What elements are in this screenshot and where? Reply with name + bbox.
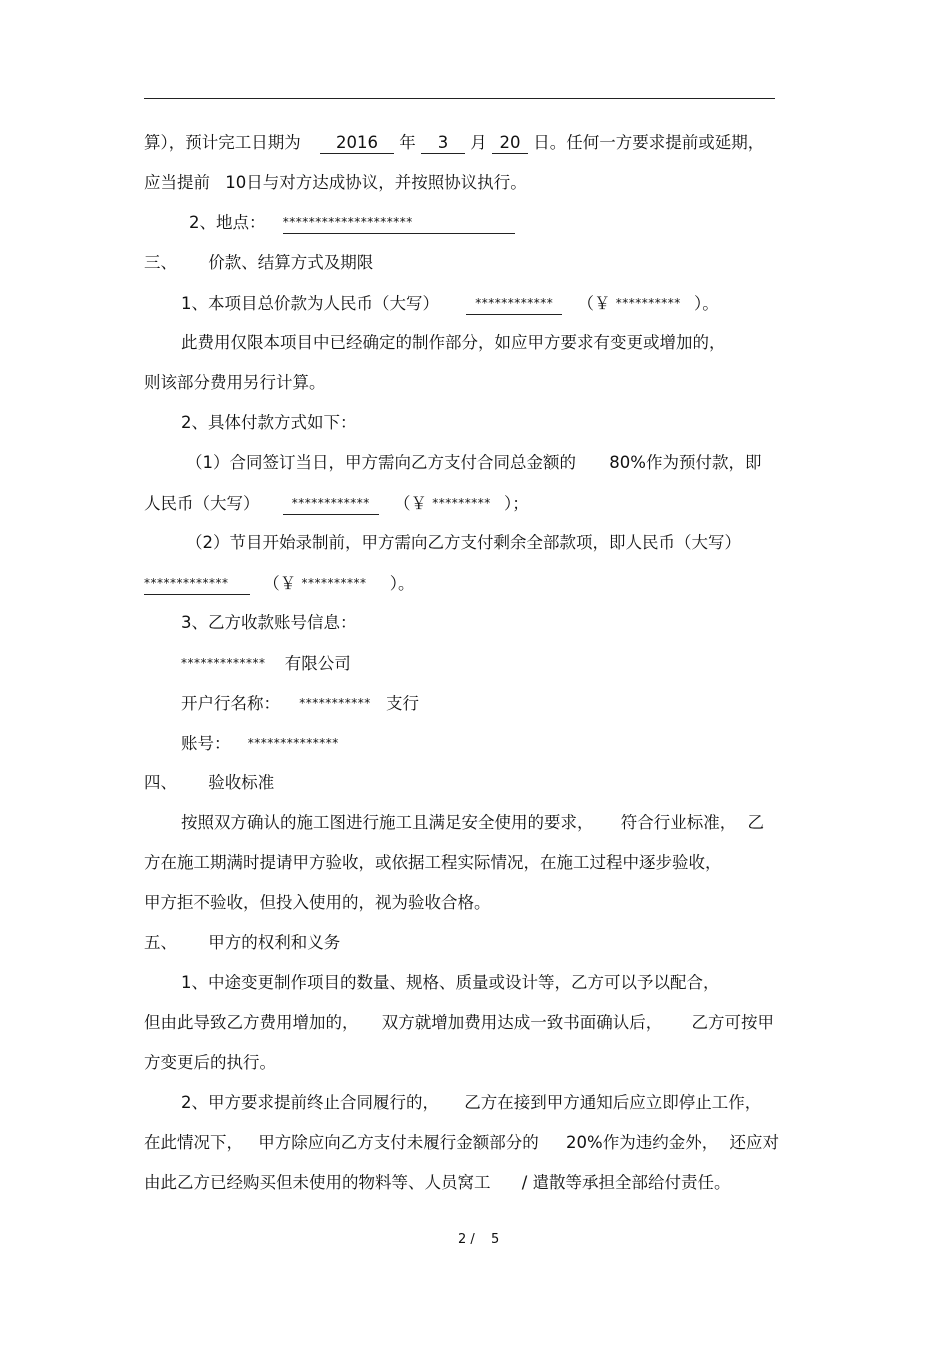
- section-4-heading: [144, 772, 274, 794]
- amount-words-field: [144, 573, 250, 595]
- masked-value: *************: [181, 656, 266, 670]
- paragraph-line: [181, 812, 764, 834]
- text: 作为预付款，即: [645, 453, 762, 472]
- text: 由此乙方已经购买但未使用的物料等、人员窝工: [144, 1173, 491, 1192]
- paragraph-line: [181, 332, 726, 354]
- paragraph-line: [186, 532, 741, 554]
- paragraph-line: [144, 892, 491, 914]
- text: 则该部分费用另行计算。: [144, 373, 326, 392]
- section-3-heading: [144, 252, 373, 274]
- line-location: [189, 212, 515, 234]
- percent-value: 20%: [566, 1133, 603, 1152]
- percent-value: 80%: [609, 453, 646, 472]
- text: 日。任何一方要求提前或延期，: [533, 133, 765, 152]
- text: （￥: [577, 294, 611, 313]
- text: 按照双方确认的施工图进行施工且满足安全使用的要求，: [181, 813, 594, 832]
- text: 算），预计完工日期为: [144, 133, 301, 152]
- masked-value: ************: [475, 296, 554, 310]
- line-total-price: [181, 292, 719, 315]
- line-account-number: [181, 732, 339, 755]
- section-title: 甲方的权利和义务: [208, 933, 341, 952]
- masked-value: **************: [247, 736, 339, 750]
- text: / 遣散等承担全部给付责任。: [521, 1173, 731, 1192]
- line-prepayment-amount: [144, 492, 529, 515]
- text: 1、本项目总价款为人民币（大写）: [181, 294, 439, 313]
- paragraph-line: [144, 1012, 774, 1034]
- text: （￥: [394, 494, 427, 513]
- text: 此费用仅限本项目中已经确定的制作部分，如应甲方要求有变更或增加的，: [181, 333, 726, 352]
- total-pages: 5: [490, 1232, 500, 1247]
- month-field: 3: [421, 133, 465, 154]
- masked-value: **********: [301, 576, 367, 590]
- section-title: 验收标准: [208, 773, 275, 792]
- masked-value: **********: [615, 296, 681, 310]
- text: 开户行名称：: [181, 694, 280, 713]
- line-prepayment: [186, 452, 761, 474]
- location-field: [283, 212, 515, 234]
- line-final-amount: [144, 572, 415, 595]
- line-bank-name: [181, 692, 419, 715]
- text: （1）合同签订当日，甲方需向乙方支付合同总金额的: [186, 453, 576, 472]
- amount-words-field: [283, 493, 379, 515]
- text: 作为违约金外，: [602, 1133, 719, 1152]
- text: 乙: [747, 813, 764, 832]
- masked-value: *********: [432, 496, 491, 510]
- paragraph-line: [181, 612, 357, 634]
- line-completion-date: [144, 132, 764, 154]
- text: （2）节目开始录制前，甲方需向乙方支付剩余全部款项，即人民币（大写）: [186, 533, 741, 552]
- text: 月: [470, 133, 487, 152]
- amount-words-field: [466, 293, 562, 315]
- text: 2、地点：: [189, 213, 266, 232]
- text: 在此情况下，: [144, 1133, 243, 1152]
- masked-value: *************: [144, 576, 229, 590]
- text: 符合行业标准，: [620, 813, 737, 832]
- text: 2、甲方要求提前终止合同履行的，: [181, 1093, 439, 1112]
- paragraph-line: [144, 852, 722, 874]
- text: 1、中途变更制作项目的数量、规格、质量或设计等，乙方可以予以配合，: [181, 973, 720, 992]
- paragraph-line: [181, 412, 357, 434]
- masked-value: ********************: [282, 215, 413, 229]
- text: ）；: [504, 494, 529, 513]
- text: 还应对: [729, 1133, 779, 1152]
- day-field: 20: [492, 133, 528, 154]
- section-5-heading: [144, 932, 340, 954]
- text: 3、乙方收款账号信息：: [181, 613, 357, 632]
- days-value: 10: [225, 173, 247, 192]
- text: ）。: [389, 574, 415, 593]
- line-advance-notice: [144, 172, 527, 194]
- text: 方变更后的执行。: [144, 1053, 276, 1072]
- page-number: [458, 1232, 499, 1247]
- paragraph-line: [144, 1172, 731, 1194]
- text: 账号：: [181, 734, 231, 753]
- text: 支行: [386, 694, 419, 713]
- paragraph-line: [144, 1052, 276, 1074]
- text: 但由此导致乙方费用增加的，: [144, 1013, 359, 1032]
- text: 乙方在接到甲方通知后应立即停止工作，: [464, 1093, 762, 1112]
- paragraph-line: [144, 372, 326, 394]
- section-title: 价款、结算方式及期限: [208, 253, 374, 272]
- text: 人民币（大写）: [144, 494, 260, 513]
- text: 2、具体付款方式如下：: [181, 413, 357, 432]
- year-field: 2016: [320, 133, 394, 154]
- text: 日与对方达成协议，并按照协议执行。: [246, 173, 527, 192]
- text: （￥: [263, 574, 297, 593]
- text: ）。: [694, 294, 719, 313]
- text: 应当提前: [144, 173, 210, 192]
- line-company: [181, 652, 351, 675]
- text: 双方就增加费用达成一致书面确认后，: [381, 1013, 663, 1032]
- current-page: 2 /: [458, 1232, 475, 1247]
- paragraph-line: [181, 972, 720, 994]
- text: 有限公司: [284, 654, 351, 673]
- text: 乙方可按甲: [691, 1013, 774, 1032]
- masked-value: ************: [291, 496, 370, 510]
- paragraph-line: [144, 1132, 779, 1154]
- text: 年: [399, 133, 416, 152]
- text: 方在施工期满时提请甲方验收，或依据工程实际情况，在施工过程中逐步验收，: [144, 853, 722, 872]
- text: 甲方除应向乙方支付未履行金额部分的: [258, 1133, 539, 1152]
- section-number: 五、: [144, 933, 177, 952]
- text: 甲方拒不验收，但投入使用的，视为验收合格。: [144, 893, 491, 912]
- section-number: 三、: [144, 253, 177, 272]
- section-number: 四、: [144, 773, 177, 792]
- header-rule: [144, 98, 775, 99]
- paragraph-line: [181, 1092, 761, 1114]
- masked-value: ***********: [299, 696, 371, 710]
